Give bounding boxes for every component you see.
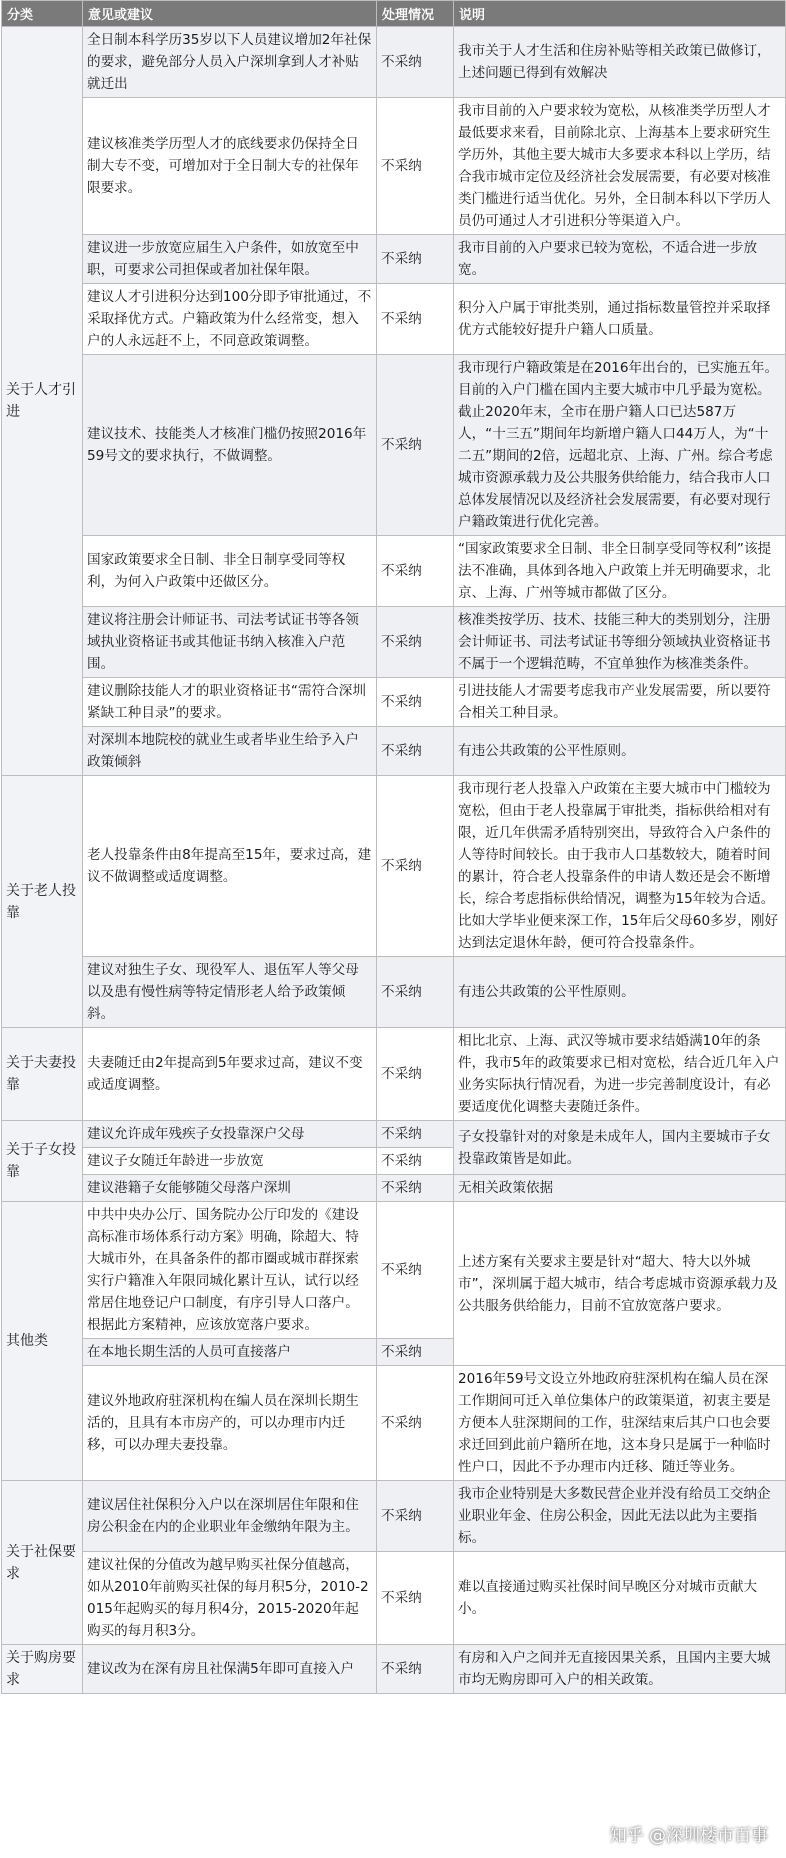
table-row — [2, 235, 786, 284]
suggestion-cell: 全日制本科学历35岁以下人员建议增加2年社保的要求，避免部分人员入户深圳拿到人才补贴就迁出 — [83, 27, 377, 98]
suggestion-cell: 建议删除技能人才的职业资格证书“需符合深圳紧缺工种目录”的要求。 — [83, 678, 377, 727]
table-row — [2, 27, 786, 98]
status-cell: 不采纳 — [377, 1645, 454, 1694]
status-cell: 不采纳 — [377, 27, 454, 98]
category-cell: 关于购房要求 — [2, 1645, 83, 1694]
suggestion-cell: 对深圳本地院校的就业生或者毕业生给予入户政策倾斜 — [83, 727, 377, 776]
table-row — [2, 1202, 786, 1339]
suggestion-cell: 建议人才引进积分达到100分即予审批通过，不采取择优方式。户籍政策为什么经常变，想入户的人永远赶不上，不同意政策调整。 — [83, 284, 377, 355]
category-cell: 关于老人投靠 — [2, 776, 83, 1028]
explanation-cell: 积分入户属于审批类别，通过指标数量管控并采取择优方式能较好提升户籍人口质量。 — [454, 284, 786, 355]
category-cell: 关于社保要求 — [2, 1481, 83, 1645]
explanation-cell: 我市目前的入户要求较为宽松，从核准类学历型人才最低要求来看，目前除北京、上海基本上要求研究生学历外，其他主要大城市大多要求本科以上学历，结合我市城市定位及经济社会发展需要，有必要对核准类门槛进行适当优化。另外，全日制本科以下学历人员仍可通过人才引进积分等渠道入户。 — [454, 98, 786, 235]
table-row — [2, 1645, 786, 1694]
suggestion-cell: 建议允许成年残疾子女投靠深户父母 — [83, 1121, 377, 1148]
explanation-cell: 2016年59号文设立外地政府驻深机构在编人员在深工作期间可迁入单位集体户的政策渠道，初衷主要是方便本人驻深期间的工作，驻深结束后其户口也会要求迁回到此前户籍所在地，这本身只是属于一种临时性户口，因此不予办理市内迁移、随迁等业务。 — [454, 1366, 786, 1481]
suggestion-cell: 中共中央办公厅、国务院办公厅印发的《建设高标准市场体系行动方案》明确，除超大、特大城市外，在具备条件的都市圈或城市群探索实行户籍准入年限同城化累计互认，试行以经常居住地登记户口制度，有序引导人口落户。根据此方案精神，应该放宽落户要求。 — [83, 1202, 377, 1339]
table-row — [2, 678, 786, 727]
suggestion-cell: 建议子女随迁年龄进一步放宽 — [83, 1148, 377, 1175]
explanation-cell: “国家政策要求全日制、非全日制享受同等权利”该提法不准确，具体到各地入户政策上并无明确要求，北京、上海、广州等城市都做了区分。 — [454, 536, 786, 607]
status-cell: 不采纳 — [377, 1339, 454, 1366]
header-category: 分类 — [2, 1, 83, 27]
suggestion-cell: 老人投靠条件由8年提高至15年，要求过高，建议不做调整或适度调整。 — [83, 776, 377, 957]
suggestion-cell: 建议港籍子女能够随父母落户深圳 — [83, 1175, 377, 1202]
table-row — [2, 1121, 786, 1148]
category-cell: 其他类 — [2, 1202, 83, 1481]
status-cell: 不采纳 — [377, 1202, 454, 1339]
status-cell: 不采纳 — [377, 776, 454, 957]
explanation-cell: 有违公共政策的公平性原则。 — [454, 957, 786, 1028]
table-row — [2, 536, 786, 607]
table-header-row — [2, 1, 786, 27]
status-cell: 不采纳 — [377, 98, 454, 235]
explanation-cell: 无相关政策依据 — [454, 1175, 786, 1202]
table-row — [2, 607, 786, 678]
table-row — [2, 355, 786, 536]
explanation-cell: 引进技能人才需要考虑我市产业发展需要，所以要符合相关工种目录。 — [454, 678, 786, 727]
suggestion-cell: 国家政策要求全日制、非全日制享受同等权利，为何入户政策中还做区分。 — [83, 536, 377, 607]
header-status: 处理情况 — [377, 1, 454, 27]
status-cell: 不采纳 — [377, 727, 454, 776]
watermark: 知乎 @深圳楼市百事 — [609, 1826, 768, 1846]
explanation-cell: 核准类按学历、技术、技能三种大的类别划分，注册会计师证书、司法考试证书等细分领域执业资格证书不属于一个逻辑范畴，不宜单独作为核准类条件。 — [454, 607, 786, 678]
status-cell: 不采纳 — [377, 1121, 454, 1148]
table-row — [2, 957, 786, 1028]
explanation-cell: 子女投靠针对的对象是未成年人，国内主要城市子女投靠政策皆是如此。 — [454, 1121, 786, 1175]
table-row — [2, 1552, 786, 1645]
suggestion-cell: 建议核准类学历型人才的底线要求仍保持全日制大专不变，可增加对于全日制大专的社保年限要求。 — [83, 98, 377, 235]
suggestion-cell: 建议对独生子女、现役军人、退伍军人等父母以及患有慢性病等特定情形老人给予政策倾斜。 — [83, 957, 377, 1028]
explanation-cell: 我市关于人才生活和住房补贴等相关政策已做修订，上述问题已得到有效解决 — [454, 27, 786, 98]
suggestion-cell: 夫妻随迁由2年提高到5年要求过高，建议不变或适度调整。 — [83, 1028, 377, 1121]
category-cell: 关于夫妻投靠 — [2, 1028, 83, 1121]
explanation-cell: 上述方案有关要求主要是针对“超大、特大以外城市”，深圳属于超大城市，结合考虑城市资源承载力及公共服务供给能力，目前不宜放宽落户要求。 — [454, 1202, 786, 1366]
status-cell: 不采纳 — [377, 607, 454, 678]
explanation-cell: 我市目前的入户要求已较为宽松，不适合进一步放宽。 — [454, 235, 786, 284]
status-cell: 不采纳 — [377, 1552, 454, 1645]
category-cell: 关于子女投靠 — [2, 1121, 83, 1202]
suggestion-cell: 建议进一步放宽应届生入户条件，如放宽至中职，可要求公司担保或者加社保年限。 — [83, 235, 377, 284]
status-cell: 不采纳 — [377, 355, 454, 536]
status-cell: 不采纳 — [377, 1366, 454, 1481]
table-body — [2, 27, 786, 1694]
status-cell: 不采纳 — [377, 678, 454, 727]
explanation-cell: 我市现行老人投靠入户政策在主要大城市中门槛较为宽松，但由于老人投靠属于审批类，指标供给相对有限，近几年供需矛盾特别突出，导致符合入户条件的人等待时间较长。由于我市人口基数较大，随着时间的累计，符合老人投靠条件的申请人数还是会不断增长，综合考虑指标供给情况，调整为15年较为合适。比如大学毕业便来深工作，15年后父母60多岁，刚好达到法定退休年龄，便可符合投靠条件。 — [454, 776, 786, 957]
suggestion-cell: 建议社保的分值改为越早购买社保分值越高，如从2010年前购买社保的每月积5分，2010-2015年起购买的每月积4分，2015-2020年起购买的每月积3分。 — [83, 1552, 377, 1645]
status-cell: 不采纳 — [377, 235, 454, 284]
suggestion-cell: 建议改为在深有房且社保满5年即可直接入户 — [83, 1645, 377, 1694]
header-explanation: 说明 — [454, 1, 786, 27]
suggestion-cell: 建议技术、技能类人才核准门槛仍按照2016年59号文的要求执行，不做调整。 — [83, 355, 377, 536]
table-row — [2, 727, 786, 776]
explanation-cell: 有房和入户之间并无直接因果关系，且国内主要大城市均无购房即可入户的相关政策。 — [454, 1645, 786, 1694]
table-row — [2, 98, 786, 235]
status-cell: 不采纳 — [377, 957, 454, 1028]
status-cell: 不采纳 — [377, 536, 454, 607]
table-row — [2, 1366, 786, 1481]
status-cell: 不采纳 — [377, 1028, 454, 1121]
policy-feedback-table — [1, 0, 786, 1694]
status-cell: 不采纳 — [377, 284, 454, 355]
table-row — [2, 284, 786, 355]
status-cell: 不采纳 — [377, 1148, 454, 1175]
table-row — [2, 1175, 786, 1202]
suggestion-cell: 建议居住社保积分入户以在深圳居住年限和住房公积金在内的企业职业年金缴纳年限为主。 — [83, 1481, 377, 1552]
table-row — [2, 1481, 786, 1552]
status-cell: 不采纳 — [377, 1481, 454, 1552]
explanation-cell: 我市企业特别是大多数民营企业并没有给员工交纳企业职业年金、住房公积金，因此无法以此为主要指标。 — [454, 1481, 786, 1552]
suggestion-cell: 建议将注册会计师证书、司法考试证书等各领域执业资格证书或其他证书纳入核准入户范围。 — [83, 607, 377, 678]
header-suggestion: 意见或建议 — [83, 1, 377, 27]
explanation-cell: 相比北京、上海、武汉等城市要求结婚满10年的条件，我市5年的政策要求已相对宽松，结合近几年入户业务实际执行情况看，为进一步完善制度设计，有必要适度优化调整夫妻随迁条件。 — [454, 1028, 786, 1121]
suggestion-cell: 建议外地政府驻深机构在编人员在深圳长期生活的，且具有本市房产的，可以办理市内迁移，可以办理夫妻投靠。 — [83, 1366, 377, 1481]
table-row — [2, 1028, 786, 1121]
explanation-cell: 有违公共政策的公平性原则。 — [454, 727, 786, 776]
explanation-cell: 我市现行户籍政策是在2016年出台的，已实施五年。目前的入户门槛在国内主要大城市中几乎最为宽松。截止2020年末，全市在册户籍人口已达587万人，“十三五”期间年均新增户籍人口44万人，为“十二五”期间的2倍，远超北京、上海、广州。综合考虑城市资源承载力及公共服务供给能力，结合我市人口总体发展情况以及经济社会发展需要，有必要对现行户籍政策进行优化完善。 — [454, 355, 786, 536]
category-cell: 关于人才引进 — [2, 27, 83, 776]
suggestion-cell: 在本地长期生活的人员可直接落户 — [83, 1339, 377, 1366]
explanation-cell: 难以直接通过购买社保时间早晚区分对城市贡献大小。 — [454, 1552, 786, 1645]
status-cell: 不采纳 — [377, 1175, 454, 1202]
table-row — [2, 776, 786, 957]
